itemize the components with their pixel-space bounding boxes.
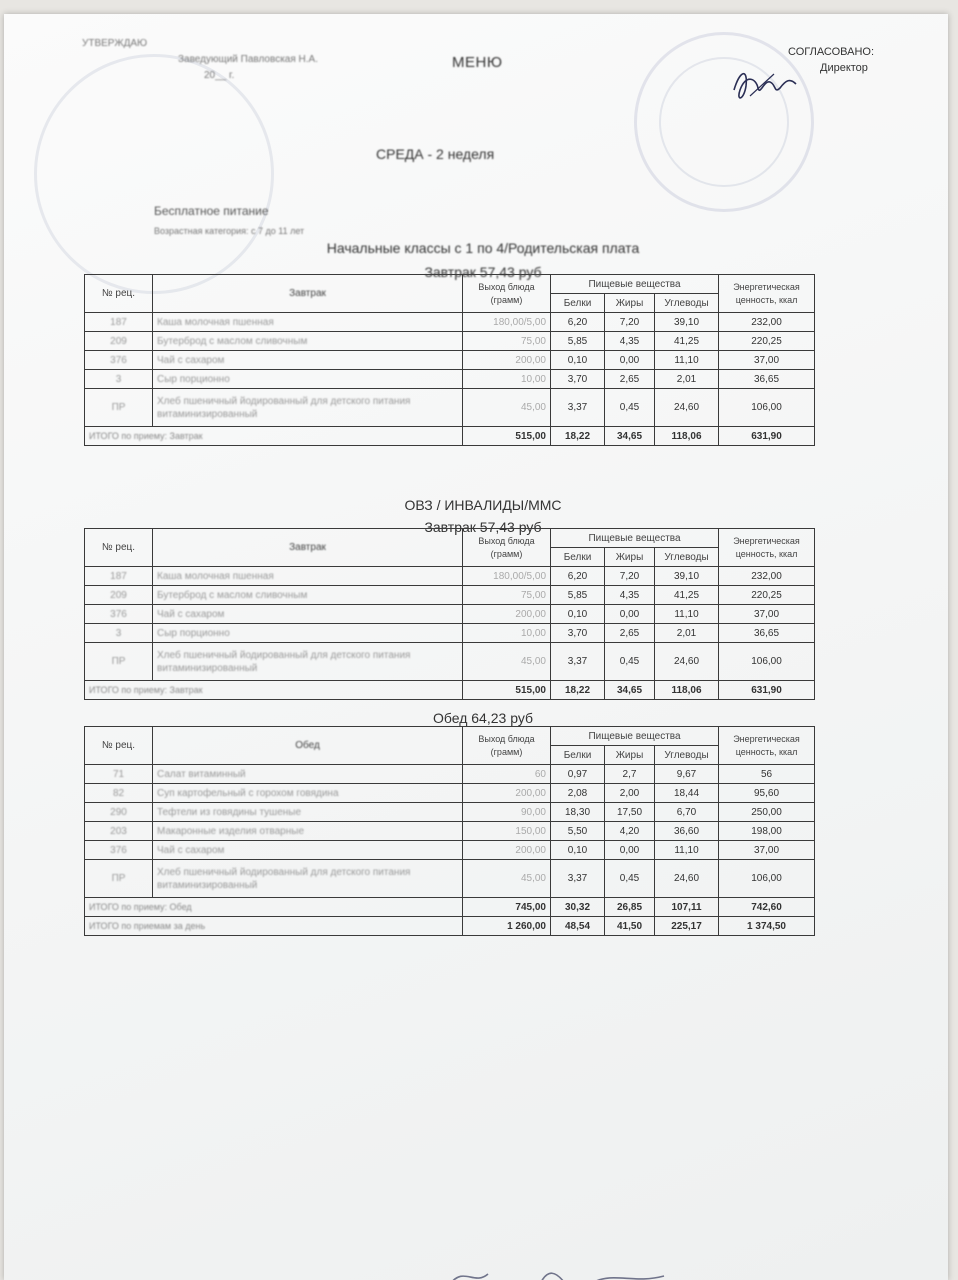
fat-header: Жиры (605, 294, 655, 313)
protein-value: 5,85 (551, 586, 605, 605)
document-title: МЕНЮ (452, 54, 503, 71)
protein-value: 0,10 (551, 841, 605, 860)
round-seal-icon (34, 54, 274, 294)
approval-block (82, 36, 318, 84)
table-row (85, 389, 815, 427)
carbs-value: 39,10 (655, 567, 719, 586)
total-carbs: 118,06 (655, 427, 719, 446)
recipe-number: ПР (85, 643, 153, 681)
carbs-value: 24,60 (655, 389, 719, 427)
dish-name: Суп картофельный с горохом говядина (153, 784, 463, 803)
lunch-table (84, 726, 815, 936)
carbs-value: 2,01 (655, 624, 719, 643)
meal-type: Бесплатное питание (154, 204, 269, 218)
energy-value: 37,00 (719, 841, 815, 860)
table-row (85, 822, 815, 841)
protein-value: 6,20 (551, 567, 605, 586)
signature-icon (444, 1258, 684, 1280)
meal-title: Обед 64,23 руб (432, 710, 534, 726)
energy-value: 56 (719, 765, 815, 784)
dish-yield: 200,00 (463, 351, 551, 370)
protein-value: 5,85 (551, 332, 605, 351)
dish-name: Хлеб пшеничный йодированный для детского питания витаминизированный (153, 643, 463, 681)
total-yield: 515,00 (463, 427, 551, 446)
total-carbs: 107,11 (655, 898, 719, 917)
dish-yield: 60 (463, 765, 551, 784)
dish-name: Бутерброд с маслом сливочным (153, 332, 463, 351)
total-row (85, 427, 815, 446)
energy-header: Энергетическая ценность, ккал (719, 529, 815, 567)
fat-header: Жиры (605, 548, 655, 567)
fat-value: 2,65 (605, 624, 655, 643)
protein-value: 3,70 (551, 370, 605, 389)
carbs-value: 39,10 (655, 313, 719, 332)
recipe-number: 3 (85, 370, 153, 389)
energy-value: 106,00 (719, 643, 815, 681)
protein-value: 0,97 (551, 765, 605, 784)
fat-value: 0,45 (605, 643, 655, 681)
meal-header: Завтрак (153, 529, 463, 567)
table-row (85, 605, 815, 624)
energy-value: 220,25 (719, 586, 815, 605)
meal-title: Завтрак 57,43 руб (424, 264, 542, 280)
fat-value: 4,35 (605, 332, 655, 351)
dish-yield: 200,00 (463, 605, 551, 624)
table-row (85, 765, 815, 784)
recipe-number: 376 (85, 841, 153, 860)
total-label: ИТОГО по приему: Завтрак (85, 681, 463, 700)
energy-value: 198,00 (719, 822, 815, 841)
table-row (85, 860, 815, 898)
recipe-number: 376 (85, 351, 153, 370)
fat-value: 2,7 (605, 765, 655, 784)
protein-header: Белки (551, 548, 605, 567)
energy-value: 232,00 (719, 567, 815, 586)
dish-name: Чай с сахаром (153, 351, 463, 370)
protein-value: 3,37 (551, 389, 605, 427)
table-row (85, 351, 815, 370)
day-total-row (85, 917, 815, 936)
carbs-value: 9,67 (655, 765, 719, 784)
total-protein: 30,32 (551, 898, 605, 917)
meal-header: Завтрак (153, 275, 463, 313)
carbs-value: 41,25 (655, 332, 719, 351)
protein-value: 0,10 (551, 605, 605, 624)
total-row (85, 898, 815, 917)
dish-name: Салат витаминный (153, 765, 463, 784)
total-fat: 26,85 (605, 898, 655, 917)
recipe-number: 71 (85, 765, 153, 784)
protein-header: Белки (551, 746, 605, 765)
yield-header: Выход блюда (грамм) (463, 727, 551, 765)
age-category: Возрастная категория: с 7 до 11 лет (154, 226, 305, 236)
day-total-protein: 48,54 (551, 917, 605, 936)
meal-title: Завтрак 57,43 руб (424, 519, 542, 535)
fat-value: 4,35 (605, 586, 655, 605)
table-row (85, 643, 815, 681)
carbs-value: 11,10 (655, 841, 719, 860)
approval-line: Заведующий Павловская Н.А. (178, 54, 318, 65)
recipe-number: 203 (85, 822, 153, 841)
carbs-header: Углеводы (655, 548, 719, 567)
protein-value: 3,70 (551, 624, 605, 643)
dish-yield: 45,00 (463, 643, 551, 681)
table-row (85, 586, 815, 605)
total-protein: 18,22 (551, 681, 605, 700)
energy-value: 36,65 (719, 624, 815, 643)
total-label: ИТОГО по приему: Завтрак (85, 427, 463, 446)
total-energy: 742,60 (719, 898, 815, 917)
table-row (85, 332, 815, 351)
table-row (85, 370, 815, 389)
carbs-value: 18,44 (655, 784, 719, 803)
recipe-number: ПР (85, 389, 153, 427)
total-energy: 631,90 (719, 427, 815, 446)
fat-value: 0,45 (605, 860, 655, 898)
protein-value: 5,50 (551, 822, 605, 841)
agreement-line: СОГЛАСОВАНО: (788, 46, 875, 58)
day-total-label: ИТОГО по приемам за день (85, 917, 463, 936)
nutrients-header: Пищевые вещества (551, 529, 719, 548)
dish-yield: 90,00 (463, 803, 551, 822)
group-title: ОВЗ / ИНВАЛИДЫ/ММС (404, 497, 562, 513)
energy-value: 37,00 (719, 351, 815, 370)
breakfast-table-ovz (84, 528, 815, 700)
protein-value: 6,20 (551, 313, 605, 332)
fat-value: 7,20 (605, 567, 655, 586)
day-total-fat: 41,50 (605, 917, 655, 936)
carbs-header: Углеводы (655, 746, 719, 765)
carbs-value: 6,70 (655, 803, 719, 822)
dish-name: Макаронные изделия отварные (153, 822, 463, 841)
protein-header: Белки (551, 294, 605, 313)
dish-yield: 200,00 (463, 784, 551, 803)
total-yield: 745,00 (463, 898, 551, 917)
dish-name: Каша молочная пшенная (153, 313, 463, 332)
energy-value: 95,60 (719, 784, 815, 803)
agreement-block (788, 44, 874, 76)
dish-yield: 150,00 (463, 822, 551, 841)
energy-header: Энергетическая ценность, ккал (719, 727, 815, 765)
day-title: СРЕДА - 2 неделя (376, 146, 495, 162)
fat-value: 0,00 (605, 351, 655, 370)
fat-value: 2,00 (605, 784, 655, 803)
table-row (85, 313, 815, 332)
approval-line: 20__ г. (204, 70, 235, 81)
dish-name: Чай с сахаром (153, 605, 463, 624)
dish-yield: 180,00/5,00 (463, 313, 551, 332)
yield-header: Выход блюда (грамм) (463, 275, 551, 313)
dish-name: Хлеб пшеничный йодированный для детского питания витаминизированный (153, 860, 463, 898)
meal-header: Обед (153, 727, 463, 765)
recipe-number: 187 (85, 567, 153, 586)
recipe-number: 290 (85, 803, 153, 822)
total-energy: 631,90 (719, 681, 815, 700)
table-row (85, 841, 815, 860)
carbs-value: 24,60 (655, 860, 719, 898)
dish-name: Хлеб пшеничный йодированный для детского питания витаминизированный (153, 389, 463, 427)
fat-header: Жиры (605, 746, 655, 765)
dish-name: Чай с сахаром (153, 841, 463, 860)
day-total-yield: 1 260,00 (463, 917, 551, 936)
dish-name: Тефтели из говядины тушеные (153, 803, 463, 822)
protein-value: 2,08 (551, 784, 605, 803)
total-yield: 515,00 (463, 681, 551, 700)
energy-value: 36,65 (719, 370, 815, 389)
dish-yield: 200,00 (463, 841, 551, 860)
signature-icon (730, 60, 800, 110)
carbs-value: 36,60 (655, 822, 719, 841)
approval-line: УТВЕРЖДАЮ (82, 38, 148, 49)
energy-value: 37,00 (719, 605, 815, 624)
energy-value: 220,25 (719, 332, 815, 351)
protein-value: 3,37 (551, 860, 605, 898)
protein-value: 3,37 (551, 643, 605, 681)
total-fat: 34,65 (605, 427, 655, 446)
carbs-value: 11,10 (655, 605, 719, 624)
carbs-value: 24,60 (655, 643, 719, 681)
nutrients-header: Пищевые вещества (551, 275, 719, 294)
carbs-value: 2,01 (655, 370, 719, 389)
fat-value: 17,50 (605, 803, 655, 822)
total-fat: 34,65 (605, 681, 655, 700)
fat-value: 7,20 (605, 313, 655, 332)
group-title: Начальные классы с 1 по 4/Родительская плата (326, 240, 640, 256)
recipe-number: 376 (85, 605, 153, 624)
fat-value: 4,20 (605, 822, 655, 841)
protein-value: 0,10 (551, 351, 605, 370)
recipe-number: 3 (85, 624, 153, 643)
round-seal-icon (634, 32, 814, 212)
table-row (85, 624, 815, 643)
dish-name: Сыр порционно (153, 624, 463, 643)
day-total-carbs: 225,17 (655, 917, 719, 936)
fat-value: 0,00 (605, 605, 655, 624)
dish-name: Каша молочная пшенная (153, 567, 463, 586)
day-total-energy: 1 374,50 (719, 917, 815, 936)
energy-value: 106,00 (719, 389, 815, 427)
recipe-number: 82 (85, 784, 153, 803)
recipe-number: 209 (85, 586, 153, 605)
table-row (85, 803, 815, 822)
dish-name: Бутерброд с маслом сливочным (153, 586, 463, 605)
total-carbs: 118,06 (655, 681, 719, 700)
carbs-value: 11,10 (655, 351, 719, 370)
recipe-number: 187 (85, 313, 153, 332)
recipe-number: 209 (85, 332, 153, 351)
energy-value: 250,00 (719, 803, 815, 822)
total-protein: 18,22 (551, 427, 605, 446)
dish-yield: 10,00 (463, 624, 551, 643)
agreement-line: Директор (820, 62, 868, 74)
protein-value: 18,30 (551, 803, 605, 822)
total-label: ИТОГО по приему: Обед (85, 898, 463, 917)
table-row (85, 567, 815, 586)
dish-yield: 45,00 (463, 860, 551, 898)
dish-yield: 75,00 (463, 586, 551, 605)
recipe-number: ПР (85, 860, 153, 898)
dish-yield: 75,00 (463, 332, 551, 351)
yield-header: Выход блюда (грамм) (463, 529, 551, 567)
carbs-header: Углеводы (655, 294, 719, 313)
dish-yield: 180,00/5,00 (463, 567, 551, 586)
recipe-number-header: № рец. (85, 529, 153, 567)
document-sheet (4, 14, 948, 1280)
carbs-value: 41,25 (655, 586, 719, 605)
table-row (85, 784, 815, 803)
energy-header: Энергетическая ценность, ккал (719, 275, 815, 313)
dish-yield: 10,00 (463, 370, 551, 389)
nutrients-header: Пищевые вещества (551, 727, 719, 746)
recipe-number-header: № рец. (85, 727, 153, 765)
energy-value: 106,00 (719, 860, 815, 898)
dish-name: Сыр порционно (153, 370, 463, 389)
total-row (85, 681, 815, 700)
fat-value: 2,65 (605, 370, 655, 389)
fat-value: 0,00 (605, 841, 655, 860)
energy-value: 232,00 (719, 313, 815, 332)
dish-yield: 45,00 (463, 389, 551, 427)
fat-value: 0,45 (605, 389, 655, 427)
breakfast-table (84, 274, 815, 446)
recipe-number-header: № рец. (85, 275, 153, 313)
